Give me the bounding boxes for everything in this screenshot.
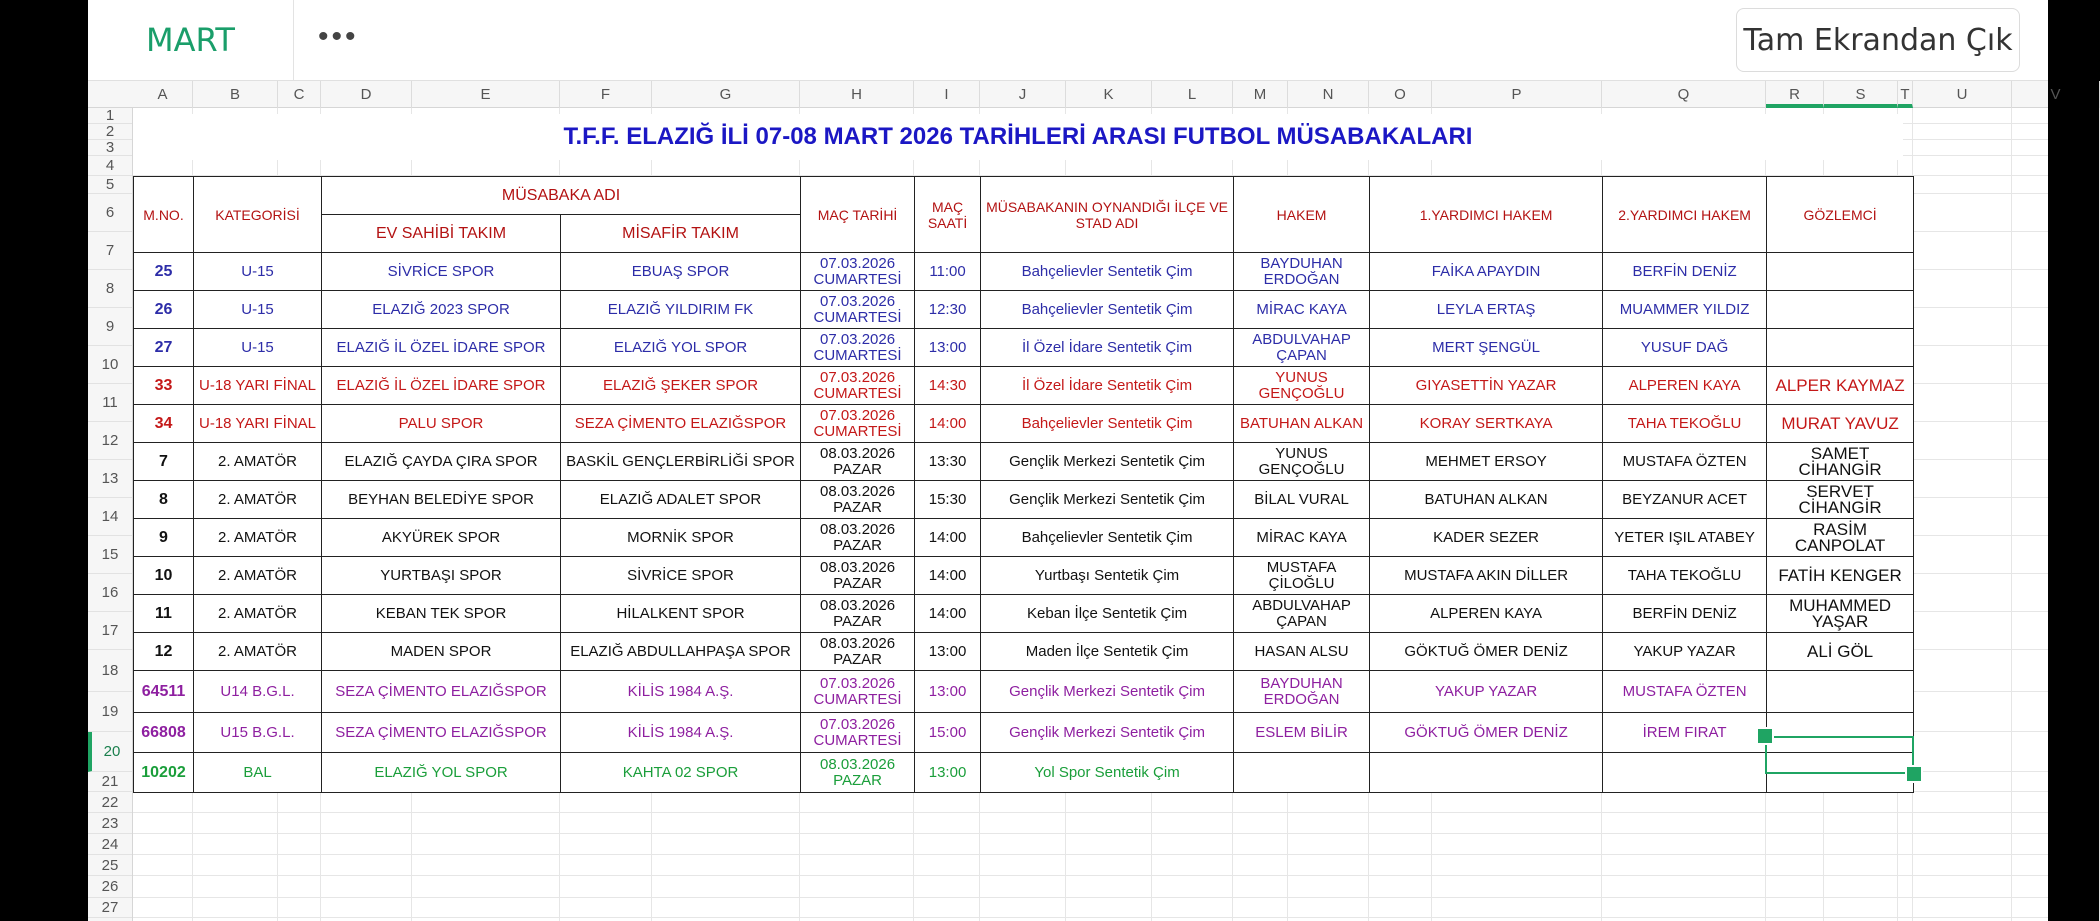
header-hakem[interactable]: HAKEM (1234, 177, 1370, 253)
cell-yrd1[interactable]: ALPEREN KAYA (1370, 595, 1603, 633)
header-stad[interactable]: MÜSABAKANIN OYNANDIĞI İLÇE VE STAD ADI (981, 177, 1234, 253)
cell-kat[interactable]: U-15 (194, 291, 322, 329)
cell-stad[interactable]: Keban İlçe Sentetik Çim (981, 595, 1234, 633)
column-header-r[interactable]: R (1766, 81, 1824, 108)
cell-yrd2[interactable]: YUSUF DAĞ (1603, 329, 1767, 367)
cell-mno[interactable]: 11 (134, 595, 194, 633)
row-header-19[interactable]: 19 (88, 692, 132, 732)
row-header-17[interactable]: 17 (88, 612, 132, 650)
row-header-4[interactable]: 4 (88, 156, 132, 176)
match-date: 08.03.2026 (819, 558, 896, 576)
cell-tarih[interactable] (801, 713, 915, 753)
row-header-15[interactable]: 15 (88, 536, 132, 574)
match-date: 08.03.2026 (819, 444, 896, 462)
cell-kat[interactable]: 2. AMATÖR (194, 595, 322, 633)
match-day: CUMARTESİ (813, 270, 902, 288)
cell-saat[interactable]: 11:00 (915, 253, 981, 291)
column-header-b[interactable]: B (193, 81, 278, 108)
cell-gozlemci[interactable]: MURAT YAVUZ (1767, 405, 1914, 443)
cell-ev[interactable]: YURTBAŞI SPOR (322, 557, 561, 595)
row-header-26[interactable]: 26 (88, 876, 132, 898)
cell-hakem[interactable]: HASAN ALSU (1234, 633, 1370, 671)
cell-kat[interactable]: 2. AMATÖR (194, 443, 322, 481)
cell-gozlemci[interactable]: FATİH KENGER (1767, 557, 1914, 595)
cell-tarih[interactable] (801, 443, 915, 481)
row-header-20[interactable]: 20 (88, 732, 132, 772)
match-date: 08.03.2026 (819, 596, 896, 614)
cell-stad[interactable]: Yol Spor Sentetik Çim (981, 753, 1234, 793)
row-header-9[interactable]: 9 (88, 308, 132, 346)
cell-hakem[interactable]: MİRAC KAYA (1234, 291, 1370, 329)
match-day: PAZAR (833, 498, 882, 516)
row-header-23[interactable]: 23 (88, 813, 132, 834)
cell-ev[interactable]: ELAZIĞ İL ÖZEL İDARE SPOR (322, 367, 561, 405)
cell-hakem[interactable]: MİRAC KAYA (1234, 519, 1370, 557)
cell-hakem[interactable]: ESLEM BİLİR (1234, 713, 1370, 753)
grid-line-horizontal (133, 812, 2048, 813)
cell-kat[interactable]: 2. AMATÖR (194, 557, 322, 595)
row-header-12[interactable]: 12 (88, 422, 132, 460)
cell-ev[interactable]: MADEN SPOR (322, 633, 561, 671)
cell-hakem[interactable] (1234, 753, 1370, 793)
cell-stad[interactable]: Bahçelievler Sentetik Çim (981, 253, 1234, 291)
cell-yrd1[interactable]: MERT ŞENGÜL (1370, 329, 1603, 367)
cell-mno[interactable]: 66808 (134, 713, 194, 753)
table-row (134, 481, 1914, 519)
cell-mno[interactable]: 9 (134, 519, 194, 557)
cell-yrd2[interactable]: İREM FIRAT (1603, 713, 1767, 753)
cell-hakem[interactable]: ABDULVAHAP ÇAPAN (1234, 329, 1370, 367)
match-date: 08.03.2026 (819, 755, 896, 773)
row-header-24[interactable]: 24 (88, 834, 132, 855)
header-gozlemci[interactable]: GÖZLEMCİ (1767, 177, 1914, 253)
column-header-v[interactable]: V (2012, 81, 2100, 108)
match-date: 07.03.2026 (819, 254, 896, 272)
cell-stad[interactable]: Bahçelievler Sentetik Çim (981, 291, 1234, 329)
column-header-t[interactable]: T (1898, 81, 1913, 108)
cell-gozlemci[interactable] (1767, 713, 1914, 753)
cell-hakem[interactable]: BAYDUHAN ERDOĞAN (1234, 671, 1370, 713)
cell-saat[interactable]: 13:00 (915, 329, 981, 367)
cell-yrd2[interactable]: BEYZANUR ACET (1603, 481, 1767, 519)
match-day: CUMARTESİ (813, 422, 902, 440)
match-date: 08.03.2026 (819, 520, 896, 538)
cell-ev[interactable]: ELAZIĞ ÇAYDA ÇIRA SPOR (322, 443, 561, 481)
cell-gozlemci[interactable]: ALİ GÖL (1767, 633, 1914, 671)
match-date: 07.03.2026 (819, 406, 896, 424)
match-date: 08.03.2026 (819, 482, 896, 500)
match-day: CUMARTESİ (813, 346, 902, 364)
spreadsheet-app (88, 0, 2061, 921)
cell-misafir[interactable]: SEZA ÇİMENTO ELAZIĞSPOR (561, 405, 801, 443)
cell-yrd1[interactable]: MEHMET ERSOY (1370, 443, 1603, 481)
row-header-27[interactable]: 27 (88, 898, 132, 918)
row-header-3[interactable]: 3 (88, 140, 132, 156)
cell-kat[interactable]: U14 B.G.L. (194, 671, 322, 713)
cell-ev[interactable]: BEYHAN BELEDİYE SPOR (322, 481, 561, 519)
header-yardimci-1[interactable]: 1.YARDIMCI HAKEM (1370, 177, 1603, 253)
cell-hakem[interactable]: YUNUS GENÇOĞLU (1234, 367, 1370, 405)
cell-yrd2[interactable]: BERFİN DENİZ (1603, 253, 1767, 291)
cell-stad[interactable]: Gençlik Merkezi Sentetik Çim (981, 481, 1234, 519)
cell-tarih[interactable] (801, 633, 915, 671)
sheet-tab-mart[interactable]: MART (146, 21, 235, 59)
grid-line-horizontal (133, 875, 2048, 876)
match-date: 07.03.2026 (819, 674, 896, 692)
cell-gozlemci[interactable] (1767, 253, 1914, 291)
match-day: PAZAR (833, 574, 882, 592)
cell-kat[interactable]: BAL (194, 753, 322, 793)
column-header-m[interactable]: M (1233, 81, 1288, 108)
grid-line-horizontal (133, 917, 2048, 918)
cell-hakem[interactable]: BİLAL VURAL (1234, 481, 1370, 519)
cell-mno[interactable]: 10202 (134, 753, 194, 793)
cell-kat[interactable]: 2. AMATÖR (194, 519, 322, 557)
match-day: CUMARTESİ (813, 731, 902, 749)
match-day: PAZAR (833, 612, 882, 630)
table-row (134, 753, 1914, 793)
table-row (134, 595, 1914, 633)
cell-mno[interactable]: 26 (134, 291, 194, 329)
cell-mno[interactable]: 34 (134, 405, 194, 443)
cell-ev[interactable]: ELAZIĞ YOL SPOR (322, 753, 561, 793)
cell-yrd2[interactable]: YAKUP YAZAR (1603, 633, 1767, 671)
cell-stad[interactable]: Maden İlçe Sentetik Çim (981, 633, 1234, 671)
cell-mno[interactable]: 7 (134, 443, 194, 481)
cell-gozlemci[interactable] (1767, 291, 1914, 329)
cell-gozlemci[interactable] (1767, 753, 1914, 793)
table-row (134, 253, 1914, 291)
match-day: CUMARTESİ (813, 384, 902, 402)
cell-misafir[interactable]: KİLİS 1984 A.Ş. (561, 671, 801, 713)
row-header-16[interactable]: 16 (88, 574, 132, 612)
cell-saat[interactable]: 15:30 (915, 481, 981, 519)
match-day: PAZAR (833, 650, 882, 668)
match-date: 07.03.2026 (819, 715, 896, 733)
cell-kat[interactable]: U15 B.G.L. (194, 713, 322, 753)
match-date: 08.03.2026 (819, 634, 896, 652)
cell-mno[interactable]: 8 (134, 481, 194, 519)
cell-yrd2[interactable]: TAHA TEKOĞLU (1603, 405, 1767, 443)
cell-gozlemci[interactable] (1767, 329, 1914, 367)
cell-yrd1[interactable]: GÖKTUĞ ÖMER DENİZ (1370, 633, 1603, 671)
header-row-1 (134, 177, 1914, 215)
cell-tarih[interactable] (801, 557, 915, 595)
cell-stad[interactable]: Gençlik Merkezi Sentetik Çim (981, 713, 1234, 753)
cell-yrd2[interactable]: ALPEREN KAYA (1603, 367, 1767, 405)
cell-ev[interactable]: PALU SPOR (322, 405, 561, 443)
column-header-s[interactable]: S (1824, 81, 1898, 108)
cell-yrd1[interactable]: LEYLA ERTAŞ (1370, 291, 1603, 329)
table-row (134, 291, 1914, 329)
grid-line-vertical (2011, 108, 2012, 921)
column-header-c[interactable]: C (278, 81, 321, 108)
cell-misafir[interactable]: ELAZIĞ YILDIRIM FK (561, 291, 801, 329)
table-row (134, 405, 1914, 443)
cell-saat[interactable]: 12:30 (915, 291, 981, 329)
row-header-11[interactable]: 11 (88, 384, 132, 422)
cell-saat[interactable]: 13:30 (915, 443, 981, 481)
cell-saat[interactable]: 13:00 (915, 633, 981, 671)
cell-gozlemci[interactable]: MUHAMMED YAŞAR (1767, 595, 1914, 633)
column-header-bar (88, 80, 2061, 108)
cell-mno[interactable]: 33 (134, 367, 194, 405)
cell-tarih[interactable] (801, 367, 915, 405)
cell-misafir[interactable]: ELAZIĞ ŞEKER SPOR (561, 367, 801, 405)
column-header-u[interactable]: U (1913, 81, 2012, 108)
column-header-a[interactable]: A (133, 81, 193, 108)
cell-kat[interactable]: U-18 YARI FİNAL (194, 367, 322, 405)
header-mno[interactable]: M.NO. (134, 177, 194, 253)
top-bar (88, 0, 2048, 80)
header-kategori[interactable]: KATEGORİSİ (194, 177, 322, 253)
cell-gozlemci[interactable]: SAMET CİHANGİR (1767, 443, 1914, 481)
match-day: CUMARTESİ (813, 690, 902, 708)
row-header-22[interactable]: 22 (88, 792, 132, 813)
table-row (134, 367, 1914, 405)
match-day: PAZAR (833, 460, 882, 478)
cell-misafir[interactable]: EBUAŞ SPOR (561, 253, 801, 291)
header-ev-sahibi[interactable]: EV SAHİBİ TAKIM (322, 215, 561, 253)
table-row (134, 557, 1914, 595)
cell-mno[interactable]: 12 (134, 633, 194, 671)
match-date: 07.03.2026 (819, 292, 896, 310)
cell-saat[interactable]: 15:00 (915, 713, 981, 753)
row-header-25[interactable]: 25 (88, 855, 132, 876)
match-day: CUMARTESİ (813, 308, 902, 326)
table-row (134, 633, 1914, 671)
match-date: 07.03.2026 (819, 330, 896, 348)
cell-tarih[interactable] (801, 481, 915, 519)
cell-hakem[interactable]: BAYDUHAN ERDOĞAN (1234, 253, 1370, 291)
row-header-21[interactable]: 21 (88, 772, 132, 792)
match-schedule-table (133, 176, 1914, 793)
header-yardimci-2[interactable]: 2.YARDIMCI HAKEM (1603, 177, 1767, 253)
cell-tarih[interactable] (801, 253, 915, 291)
column-header-q[interactable]: Q (1602, 81, 1766, 108)
cell-gozlemci[interactable]: RASİM CANPOLAT (1767, 519, 1914, 557)
cell-stad[interactable]: Bahçelievler Sentetik Çim (981, 519, 1234, 557)
cell-kat[interactable]: U-18 YARI FİNAL (194, 405, 322, 443)
cell-misafir[interactable]: ELAZIĞ YOL SPOR (561, 329, 801, 367)
cell-kat[interactable]: 2. AMATÖR (194, 633, 322, 671)
row-header-10[interactable]: 10 (88, 346, 132, 384)
cell-yrd2[interactable]: MUAMMER YILDIZ (1603, 291, 1767, 329)
cell-kat[interactable]: U-15 (194, 329, 322, 367)
cell-mno[interactable]: 27 (134, 329, 194, 367)
header-misafir[interactable]: MİSAFİR TAKIM (561, 215, 801, 253)
cell-saat[interactable]: 14:00 (915, 595, 981, 633)
cell-yrd1[interactable]: BATUHAN ALKAN (1370, 481, 1603, 519)
match-day: PAZAR (833, 536, 882, 554)
cell-stad[interactable]: Gençlik Merkezi Sentetik Çim (981, 443, 1234, 481)
cell-tarih[interactable] (801, 329, 915, 367)
cell-ev[interactable]: KEBAN TEK SPOR (322, 595, 561, 633)
row-header-bar (88, 108, 133, 921)
cell-tarih[interactable] (801, 753, 915, 793)
header-mac-tarihi[interactable]: MAÇ TARİHİ (801, 177, 915, 253)
cell-yrd1[interactable]: KADER SEZER (1370, 519, 1603, 557)
cell-misafir[interactable]: KİLİS 1984 A.Ş. (561, 713, 801, 753)
cell-hakem[interactable]: MUSTAFA ÇİLOĞLU (1234, 557, 1370, 595)
column-header-p[interactable]: P (1432, 81, 1602, 108)
cell-ev[interactable]: ELAZIĞ 2023 SPOR (322, 291, 561, 329)
row-header-8[interactable]: 8 (88, 270, 132, 308)
column-header-e[interactable]: E (412, 81, 560, 108)
cell-misafir[interactable]: MORNİK SPOR (561, 519, 801, 557)
cell-misafir[interactable]: SİVRİCE SPOR (561, 557, 801, 595)
cell-yrd1[interactable]: FAİKA APAYDIN (1370, 253, 1603, 291)
match-date: 07.03.2026 (819, 368, 896, 386)
table-row (134, 329, 1914, 367)
column-header-d[interactable]: D (321, 81, 412, 108)
cell-hakem[interactable]: YUNUS GENÇOĞLU (1234, 443, 1370, 481)
cell-stad[interactable]: İl Özel İdare Sentetik Çim (981, 367, 1234, 405)
cell-hakem[interactable]: BATUHAN ALKAN (1234, 405, 1370, 443)
cell-yrd2[interactable]: MUSTAFA ÖZTEN (1603, 443, 1767, 481)
cell-yrd1[interactable]: KORAY SERTKAYA (1370, 405, 1603, 443)
table-row (134, 519, 1914, 557)
cell-yrd2[interactable] (1603, 753, 1767, 793)
row-header-18[interactable]: 18 (88, 650, 132, 692)
cell-gozlemci[interactable]: SERVET CİHANGİR (1767, 481, 1914, 519)
cell-tarih[interactable] (801, 291, 915, 329)
cell-ev[interactable]: SEZA ÇİMENTO ELAZIĞSPOR (322, 671, 561, 713)
cell-mno[interactable]: 10 (134, 557, 194, 595)
cell-yrd2[interactable]: BERFİN DENİZ (1603, 595, 1767, 633)
column-header-f[interactable]: F (560, 81, 652, 108)
cell-grid[interactable] (133, 108, 2048, 921)
cell-ev[interactable]: SEZA ÇİMENTO ELAZIĞSPOR (322, 713, 561, 753)
column-header-l[interactable]: L (1152, 81, 1233, 108)
cell-tarih[interactable] (801, 671, 915, 713)
column-header-i[interactable]: I (914, 81, 980, 108)
row-header-13[interactable]: 13 (88, 460, 132, 498)
cell-gozlemci[interactable] (1767, 671, 1914, 713)
cell-misafir[interactable]: ELAZIĞ ADALET SPOR (561, 481, 801, 519)
table-row (134, 443, 1914, 481)
cell-kat[interactable]: 2. AMATÖR (194, 481, 322, 519)
table-row (134, 671, 1914, 713)
table-row (134, 713, 1914, 753)
cell-misafir[interactable]: ELAZIĞ ABDULLAHPAŞA SPOR (561, 633, 801, 671)
more-options-icon[interactable]: ••• (318, 20, 359, 53)
cell-tarih[interactable] (801, 519, 915, 557)
cell-ev[interactable]: AKYÜREK SPOR (322, 519, 561, 557)
row-header-7[interactable]: 7 (88, 232, 132, 270)
cell-ev[interactable]: ELAZIĞ İL ÖZEL İDARE SPOR (322, 329, 561, 367)
cell-saat[interactable]: 13:00 (915, 671, 981, 713)
tab-divider (293, 0, 294, 80)
row-header-14[interactable]: 14 (88, 498, 132, 536)
grid-line-horizontal (133, 854, 2048, 855)
sheet-title[interactable]: T.F.F. ELAZIĞ İLİ 07-08 MART 2026 TARİHLERİ ARASI FUTBOL MÜSABAKALARI (133, 114, 1903, 160)
column-header-g[interactable]: G (652, 81, 800, 108)
row-header-6[interactable]: 6 (88, 194, 132, 232)
cell-stad[interactable]: Yurtbaşı Sentetik Çim (981, 557, 1234, 595)
header-mac-saati[interactable]: MAÇ SAATİ (915, 177, 981, 253)
exit-fullscreen-button[interactable]: Tam Ekrandan Çık (1736, 8, 2020, 72)
row-header-5[interactable]: 5 (88, 176, 132, 194)
cell-yrd1[interactable] (1370, 753, 1603, 793)
cell-yrd2[interactable]: MUSTAFA ÖZTEN (1603, 671, 1767, 713)
column-header-j[interactable]: J (980, 81, 1066, 108)
cell-yrd1[interactable]: GIYASETTİN YAZAR (1370, 367, 1603, 405)
column-header-n[interactable]: N (1288, 81, 1369, 108)
cell-saat[interactable]: 14:00 (915, 557, 981, 595)
cell-saat[interactable]: 14:00 (915, 405, 981, 443)
cell-stad[interactable]: Bahçelievler Sentetik Çim (981, 405, 1234, 443)
cell-gozlemci[interactable]: ALPER KAYMAZ (1767, 367, 1914, 405)
column-header-k[interactable]: K (1066, 81, 1152, 108)
row-header-1[interactable]: 1 (88, 108, 132, 124)
cell-yrd1[interactable]: MUSTAFA AKIN DİLLER (1370, 557, 1603, 595)
cell-stad[interactable]: İl Özel İdare Sentetik Çim (981, 329, 1234, 367)
row-header-2[interactable]: 2 (88, 124, 132, 140)
grid-line-horizontal (133, 897, 2048, 898)
cell-kat[interactable]: U-15 (194, 253, 322, 291)
cell-misafir[interactable]: KAHTA 02 SPOR (561, 753, 801, 793)
cell-mno[interactable]: 25 (134, 253, 194, 291)
cell-ev[interactable]: SİVRİCE SPOR (322, 253, 561, 291)
cell-hakem[interactable]: ABDULVAHAP ÇAPAN (1234, 595, 1370, 633)
cell-saat[interactable]: 14:00 (915, 519, 981, 557)
column-header-h[interactable]: H (800, 81, 914, 108)
match-day: PAZAR (833, 771, 882, 789)
cell-saat[interactable]: 13:00 (915, 753, 981, 793)
cell-stad[interactable]: Gençlik Merkezi Sentetik Çim (981, 671, 1234, 713)
header-musabaka-adi[interactable]: MÜSABAKA ADI (322, 177, 801, 215)
cell-yrd1[interactable]: YAKUP YAZAR (1370, 671, 1603, 713)
cell-saat[interactable]: 14:30 (915, 367, 981, 405)
cell-tarih[interactable] (801, 405, 915, 443)
cell-misafir[interactable]: BASKİL GENÇLERBİRLİĞİ SPOR (561, 443, 801, 481)
cell-mno[interactable]: 64511 (134, 671, 194, 713)
cell-yrd1[interactable]: GÖKTUĞ ÖMER DENİZ (1370, 713, 1603, 753)
grid-line-horizontal (133, 833, 2048, 834)
cell-tarih[interactable] (801, 595, 915, 633)
cell-yrd2[interactable]: YETER IŞIL ATABEY (1603, 519, 1767, 557)
column-header-o[interactable]: O (1369, 81, 1432, 108)
cell-yrd2[interactable]: TAHA TEKOĞLU (1603, 557, 1767, 595)
cell-misafir[interactable]: HİLALKENT SPOR (561, 595, 801, 633)
